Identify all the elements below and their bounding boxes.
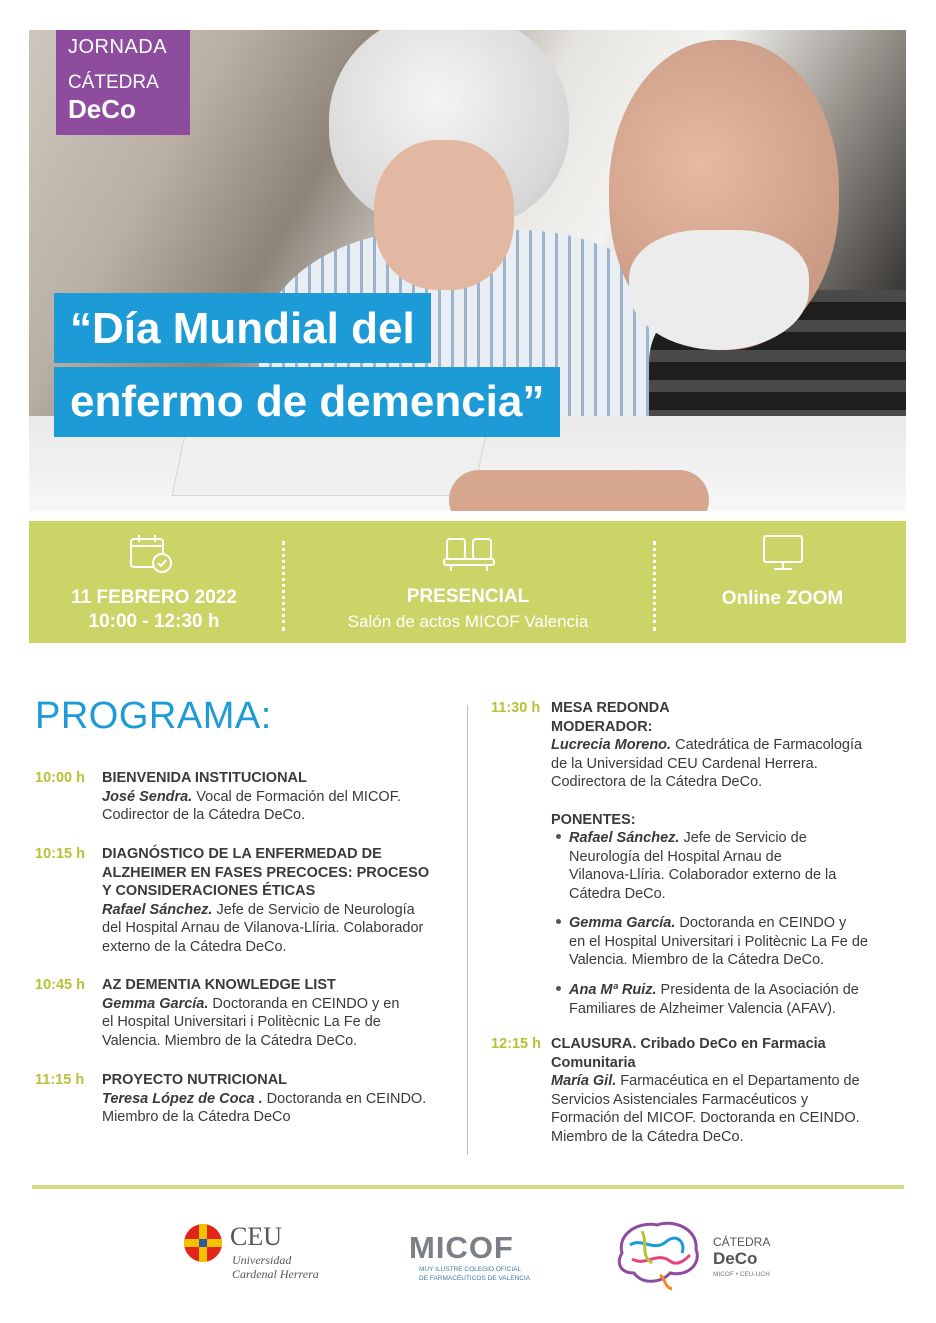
item-heading: AZ DEMENTIA KNOWLEDGE LIST [102, 977, 336, 993]
item-description [569, 829, 836, 848]
ceu-name: CEU [230, 1222, 282, 1251]
description-line: del Hospital Arnau de Vilanova-Llíria. Colaborador [102, 920, 424, 936]
item-heading: MESA REDONDA [551, 700, 670, 716]
speaker-name: Rafael Sánchez. [102, 901, 213, 918]
ceu-sub-2: Cardenal Herrera [232, 1267, 319, 1281]
description-line: Miembro de la Cátedra DeCo [102, 1109, 291, 1125]
description-line: Farmacéutica en el Departamento de [616, 1073, 860, 1089]
item-body [551, 699, 862, 792]
event-date: 11 FEBRERO 2022 [71, 587, 237, 608]
item-body [102, 1071, 426, 1127]
description-line: de la Universidad CEU Cardenal Herrera. [551, 755, 818, 772]
description-line: Formación del MICOF. Doctoranda en CEINDO. [551, 1110, 860, 1126]
bullet-icon [556, 919, 561, 924]
item-body [551, 1035, 860, 1146]
deco-name-2: DeCo [713, 1249, 758, 1268]
description-line: Vocal de Formación del MICOF. [192, 788, 401, 805]
speaker-name: Gemma García. [569, 915, 676, 931]
speaker-name: Ana Mª Ruiz. [569, 982, 657, 998]
dotted-divider [282, 541, 285, 631]
item-heading: MODERADOR: [551, 718, 653, 735]
item-time: 10:45 h [35, 977, 85, 993]
item-body [102, 976, 399, 1050]
micof-name: MICOF [409, 1230, 514, 1265]
ceu-logo [182, 1222, 342, 1282]
program-heading: PROGRAMA: [35, 695, 272, 737]
description-line: Valencia. Miembro de la Cátedra DeCo. [102, 1032, 358, 1049]
item-time: 10:15 h [35, 846, 85, 862]
description-line: Vilanova-Llíria. Colaborador externo de la [569, 867, 837, 883]
event-time: 10:00 - 12:30 h [88, 611, 220, 632]
seats-icon [443, 533, 495, 573]
speaker-name: Rafael Sánchez. [569, 830, 680, 846]
event-title-line-2: enfermo de demencia” [54, 367, 560, 437]
item-description [551, 1072, 860, 1091]
item-body [569, 914, 868, 970]
description-line: Cátedra DeCo. [569, 885, 666, 902]
item-description [102, 788, 401, 807]
tag-line-3: DeCo [68, 94, 136, 124]
speaker-name: Gemma García. [102, 995, 209, 1012]
item-heading: PROYECTO NUTRICIONAL [102, 1072, 288, 1088]
item-description [102, 1090, 426, 1109]
catedra-deco-logo [612, 1215, 782, 1295]
description-line: Catedrática de Farmacología [671, 737, 863, 753]
description-line: Familiares de Alzheimer Valencia (AFAV). [569, 1000, 837, 1017]
description-line: Codirector de la Cátedra DeCo. [102, 807, 306, 823]
calendar-check-icon [129, 533, 173, 573]
ceu-sub-1: Universidad [232, 1253, 292, 1267]
footer-rule [32, 1185, 904, 1189]
micof-sub-2: DE FARMACÉUTICOS DE VALENCIA [419, 1275, 531, 1282]
item-description [102, 995, 399, 1014]
item-body [569, 829, 836, 903]
item-heading: ALZHEIMER EN FASES PRECOCES: PROCESO [102, 864, 430, 881]
description-line: Doctoranda en CEINDO. [262, 1090, 427, 1107]
item-description [551, 736, 862, 755]
brain-icon [612, 1215, 704, 1291]
description-line: Doctoranda en CEINDO y en [208, 995, 400, 1012]
tag-line-1: JORNADA [68, 36, 168, 58]
monitor-icon [761, 533, 805, 573]
description-line: en el Hospital Universitari i Politècnic La Fe de [569, 933, 868, 950]
item-heading: Comunitaria [551, 1054, 636, 1071]
item-body [102, 845, 429, 956]
description-line: Presidenta de la Asociación de [656, 982, 859, 998]
micof-sub-1: MUY ILUSTRE COLEGIO OFICIAL [419, 1266, 522, 1273]
info-band [29, 521, 906, 643]
deco-name-1: CÁTEDRA [713, 1235, 771, 1249]
description-line: Doctoranda en CEINDO y [675, 915, 847, 931]
ponentes-label [551, 811, 636, 830]
item-heading: Y CONSIDERACIONES ÉTICAS [102, 883, 316, 899]
venue-mode: PRESENCIAL [406, 586, 530, 607]
item-body [102, 769, 401, 825]
event-title-line-1: “Día Mundial del [54, 293, 431, 363]
bullet-icon [556, 986, 561, 991]
tag-line-2: CÁTEDRA [68, 72, 159, 93]
speaker-name: Teresa López de Coca . [102, 1090, 263, 1107]
dotted-divider [653, 541, 656, 631]
item-heading: CLAUSURA. Cribado DeCo en Farmacia [551, 1036, 826, 1052]
column-divider [467, 705, 468, 1155]
micof-logo [409, 1230, 539, 1286]
deco-sub: MICOF • CEU-UCH [713, 1271, 770, 1278]
description-line: Neurología del Hospital Arnau de [569, 848, 782, 865]
ponentes-heading: PONENTES: [551, 812, 636, 828]
date-info [29, 521, 279, 643]
bullet-icon [556, 834, 561, 839]
item-time: 11:15 h [35, 1072, 85, 1088]
online-platform: Online ZOOM [721, 588, 844, 609]
jornada-tag [56, 30, 190, 135]
description-line: Miembro de la Cátedra DeCo. [551, 1128, 744, 1145]
description-line: Jefe de Servicio de [679, 830, 807, 846]
item-time: 11:30 h [491, 700, 541, 716]
item-body [569, 981, 859, 1018]
item-heading: BIENVENIDA INSTITUCIONAL [102, 770, 307, 786]
description-line: Jefe de Servicio de Neurología [212, 901, 415, 918]
description-line: externo de la Cátedra DeCo. [102, 938, 287, 955]
description-line: el Hospital Universitari i Politècnic La Fe de [102, 1014, 381, 1030]
venue-info [289, 521, 647, 643]
description-line: Codirectora de la Cátedra DeCo. [551, 774, 763, 790]
description-line: Servicios Asistenciales Farmacéuticos y [551, 1091, 809, 1108]
item-time: 12:15 h [491, 1036, 541, 1052]
item-description [569, 914, 868, 933]
item-time: 10:00 h [35, 770, 85, 786]
ceu-emblem [182, 1222, 224, 1264]
item-heading: DIAGNÓSTICO DE LA ENFERMEDAD DE [102, 846, 382, 862]
item-description [102, 901, 429, 920]
venue-location: Salón de actos MICOF Valencia [347, 612, 589, 631]
description-line: Valencia. Miembro de la Cátedra DeCo. [569, 952, 825, 968]
speaker-name: José Sendra. [102, 788, 193, 805]
speaker-name: Lucrecia Moreno. [551, 737, 672, 753]
online-info [659, 521, 906, 643]
item-description [569, 981, 859, 1000]
speaker-name: María Gil. [551, 1073, 617, 1089]
